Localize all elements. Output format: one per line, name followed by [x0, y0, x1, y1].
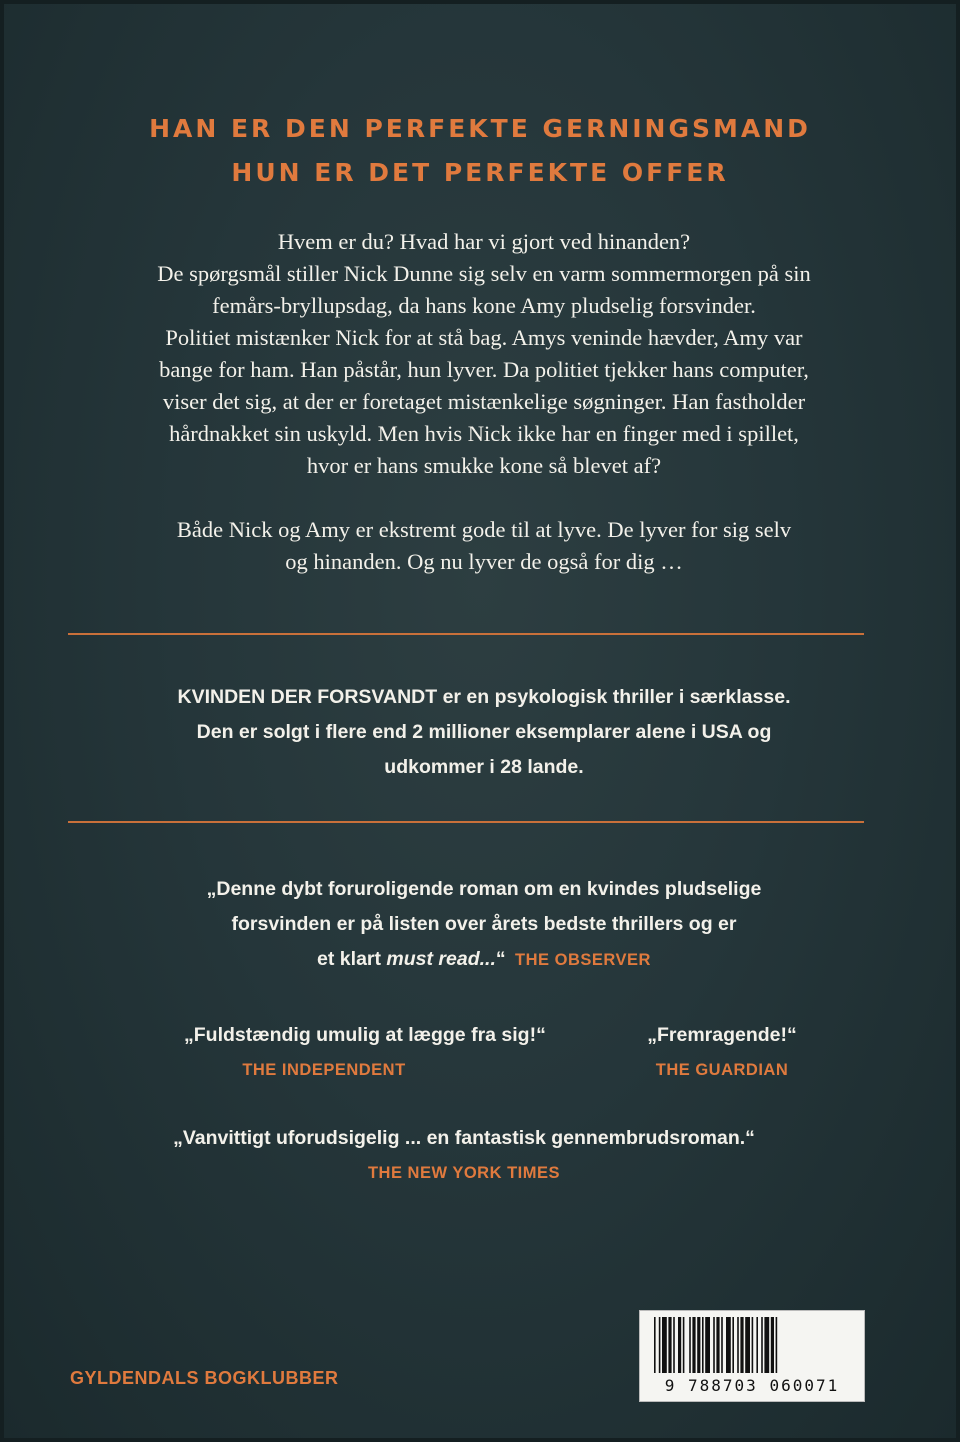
barcode-bar: [771, 1317, 774, 1373]
quote-nyt: [4, 1121, 924, 1191]
barcode-bar: [659, 1317, 661, 1373]
barcode-bar: [662, 1317, 667, 1373]
blurb-line: hvor er hans smukke kone så blevet af?: [306, 453, 662, 478]
blurb-line: viser det sig, at der er foretaget mistænkelige søgninger. Han fastholder: [162, 389, 806, 414]
quote-text: „Vanvittigt uforudsigelig ... en fantastisk gennembrudsroman.“: [173, 1127, 755, 1149]
quote-text: et klart: [317, 948, 387, 970]
pitch-text: [4, 680, 960, 785]
barcode-bar: [702, 1317, 704, 1373]
quote-guardian: [604, 1018, 840, 1088]
barcode-bar: [683, 1317, 685, 1373]
blurb-line: Både Nick og Amy er ekstremt gode til at lyve. De lyver for sig selv: [176, 517, 792, 542]
blurb-paragraph-1: [64, 226, 904, 482]
quote-close: “: [495, 948, 506, 970]
pitch-line: KVINDEN DER FORSVANDT er en psykologisk thriller i særklasse.: [177, 686, 791, 708]
quote-independent: [184, 1018, 546, 1088]
quote-line: forsvinden er på listen over årets bedste thrillers og er: [231, 913, 737, 935]
headline-line-1: HAN ER DEN PERFEKTE GERNINGSMAND: [149, 114, 811, 143]
isbn-barcode: [639, 1310, 865, 1402]
barcode-bar: [713, 1317, 715, 1373]
blurb-line: Politiet mistænker Nick for at stå bag. Amys veninde hævder, Amy var: [165, 325, 803, 350]
barcode-bar: [756, 1317, 758, 1373]
isbn-number: 9 788703 060071: [664, 1376, 840, 1395]
barcode-bar: [732, 1317, 734, 1373]
barcode-bar: [776, 1317, 778, 1373]
barcode-bars: [640, 1311, 864, 1377]
quote-source: THE GUARDIAN: [655, 1061, 789, 1079]
pitch-line: Den er solgt i flere end 2 millioner eksemplarer alene i USA og: [196, 721, 772, 743]
divider-top: [68, 633, 864, 635]
barcode-bar: [668, 1317, 671, 1373]
quote-text: „Fuldstændig umulig at lægge fra sig!“: [184, 1024, 546, 1046]
quote-text: „Fremragende!“: [647, 1024, 797, 1046]
barcode-bar: [737, 1317, 739, 1373]
barcode-bar: [764, 1317, 769, 1373]
barcode-bar: [689, 1317, 691, 1373]
blurb-line: hårdnakket sin uskyld. Men hvis Nick ikke har en finger med i spillet,: [169, 421, 799, 446]
barcode-bar: [654, 1317, 656, 1373]
barcode-bar: [697, 1317, 700, 1373]
blurb-line: bange for ham. Han påstår, hun lyver. Da politiet tjekker hans computer,: [159, 357, 809, 382]
divider-bottom: [68, 821, 864, 823]
pitch-line: udkommer i 28 lande.: [384, 756, 584, 778]
barcode-bar: [716, 1317, 719, 1373]
quote-line: „Denne dybt foruroligende roman om en kvindes pludselige: [206, 878, 762, 900]
quote-source: THE INDEPENDENT: [242, 1061, 406, 1079]
barcode-bar: [673, 1317, 675, 1373]
barcode-bar: [740, 1317, 743, 1373]
quote-emphasis: must read...: [386, 948, 496, 970]
blurb-line: De spørgsmål stiller Nick Dunne sig selv en varm sommermorgen på sin: [157, 261, 811, 286]
quote-observer: [4, 872, 960, 977]
barcode-bar: [692, 1317, 695, 1373]
headline-line-2: HUN ER DET PERFEKTE OFFER: [231, 158, 729, 187]
barcode-bar: [705, 1317, 710, 1373]
quote-source: THE OBSERVER: [515, 951, 651, 969]
barcode-bar: [726, 1317, 731, 1373]
barcode-bar: [752, 1317, 754, 1373]
blurb-line: femårs-bryllupsdag, da hans kone Amy pludselig forsvinder.: [212, 293, 756, 318]
blurb-line: og hinanden. Og nu lyver de også for dig …: [285, 549, 683, 574]
barcode-bar: [745, 1317, 750, 1373]
blurb-paragraph-2: [64, 514, 904, 578]
blurb-line: Hvem er du? Hvad har vi gjort ved hinanden?: [277, 229, 691, 254]
barcode-bar: [678, 1317, 681, 1373]
quote-source: THE NEW YORK TIMES: [367, 1164, 561, 1182]
barcode-bar: [761, 1317, 763, 1373]
barcode-bar: [721, 1317, 723, 1373]
publisher-name: GYLDENDALS BOGKLUBBER: [70, 1368, 339, 1388]
quote-line: [4, 942, 960, 977]
